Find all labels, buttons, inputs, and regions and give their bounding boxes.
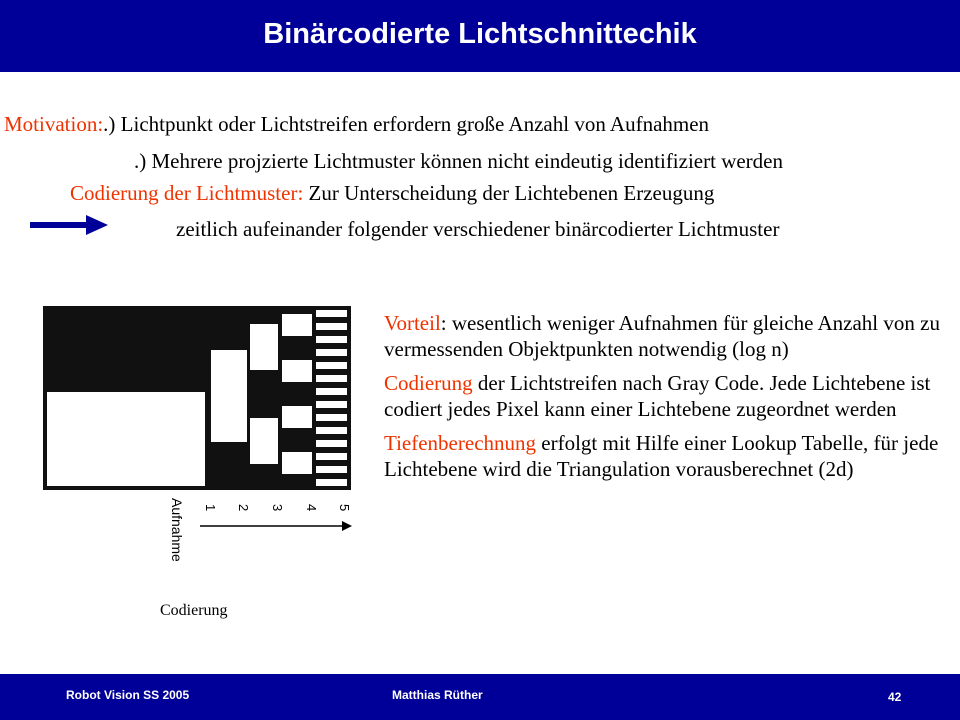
codierung-label: Codierung der Lichtmuster:: [70, 181, 304, 205]
motivation-label: Motivation:: [4, 112, 104, 136]
figure-number-3: 3: [270, 504, 285, 512]
motivation-line-1: [4, 111, 709, 137]
bullet-text: : wesentlich weniger Aufnahmen für gleiche Anzahl von zu vermessenden Objektpunkten notwendig (log n): [384, 311, 940, 361]
figure-number-2: 2: [236, 504, 251, 512]
gray-code-figure: [40, 300, 360, 580]
codierung-line: [70, 180, 714, 206]
figure-caption: Codierung: [160, 602, 228, 619]
figure-number-4: 4: [304, 504, 319, 512]
page-number: 42: [888, 690, 902, 704]
motivation-text-1: .) Lichtpunkt oder Lichtstreifen erfordern große Anzahl von Aufnahmen: [103, 112, 710, 136]
footer-course: Robot Vision SS 2005: [66, 688, 190, 702]
bullet-list: [384, 310, 944, 490]
bullet-keyword: Tiefenberechnung: [384, 431, 537, 455]
codierung-text: Zur Unterscheidung der Lichtebenen Erzeugung: [308, 181, 715, 205]
figure-number-5: 5: [337, 504, 352, 512]
bullet-text: der Lichtstreifen nach Gray Code. Jede Lichtebene ist codiert jedes Pixel kann einer Lichtebene zugeordnet werden: [384, 371, 931, 421]
motivation-text-2: .) Mehrere projzierte Lichtmuster können nicht eindeutig identifiziert werden: [134, 149, 784, 173]
bullet-tiefenberechnung: [384, 430, 944, 482]
footer-author: Matthias Rüther: [392, 688, 483, 702]
bullet-keyword: Vorteil: [384, 311, 441, 335]
codierung-text-2: zeitlich aufeinander folgender verschiedener binärcodierter Lichtmuster: [176, 217, 780, 241]
bullet-codierung: [384, 370, 944, 422]
figure-axis-label: Aufnahme: [169, 498, 185, 562]
bullet-vorteil: [384, 310, 944, 362]
slide-title: Binärcodierte Lichtschnittechik: [263, 18, 697, 50]
right-arrow-icon: [28, 213, 110, 237]
figure-number-1: 1: [203, 504, 218, 512]
bullet-text: erfolgt mit Hilfe einer Lookup Tabelle, für jede Lichtebene wird die Triangulation vorausberechnet (2d): [384, 431, 939, 481]
bullet-keyword: Codierung: [384, 371, 473, 395]
